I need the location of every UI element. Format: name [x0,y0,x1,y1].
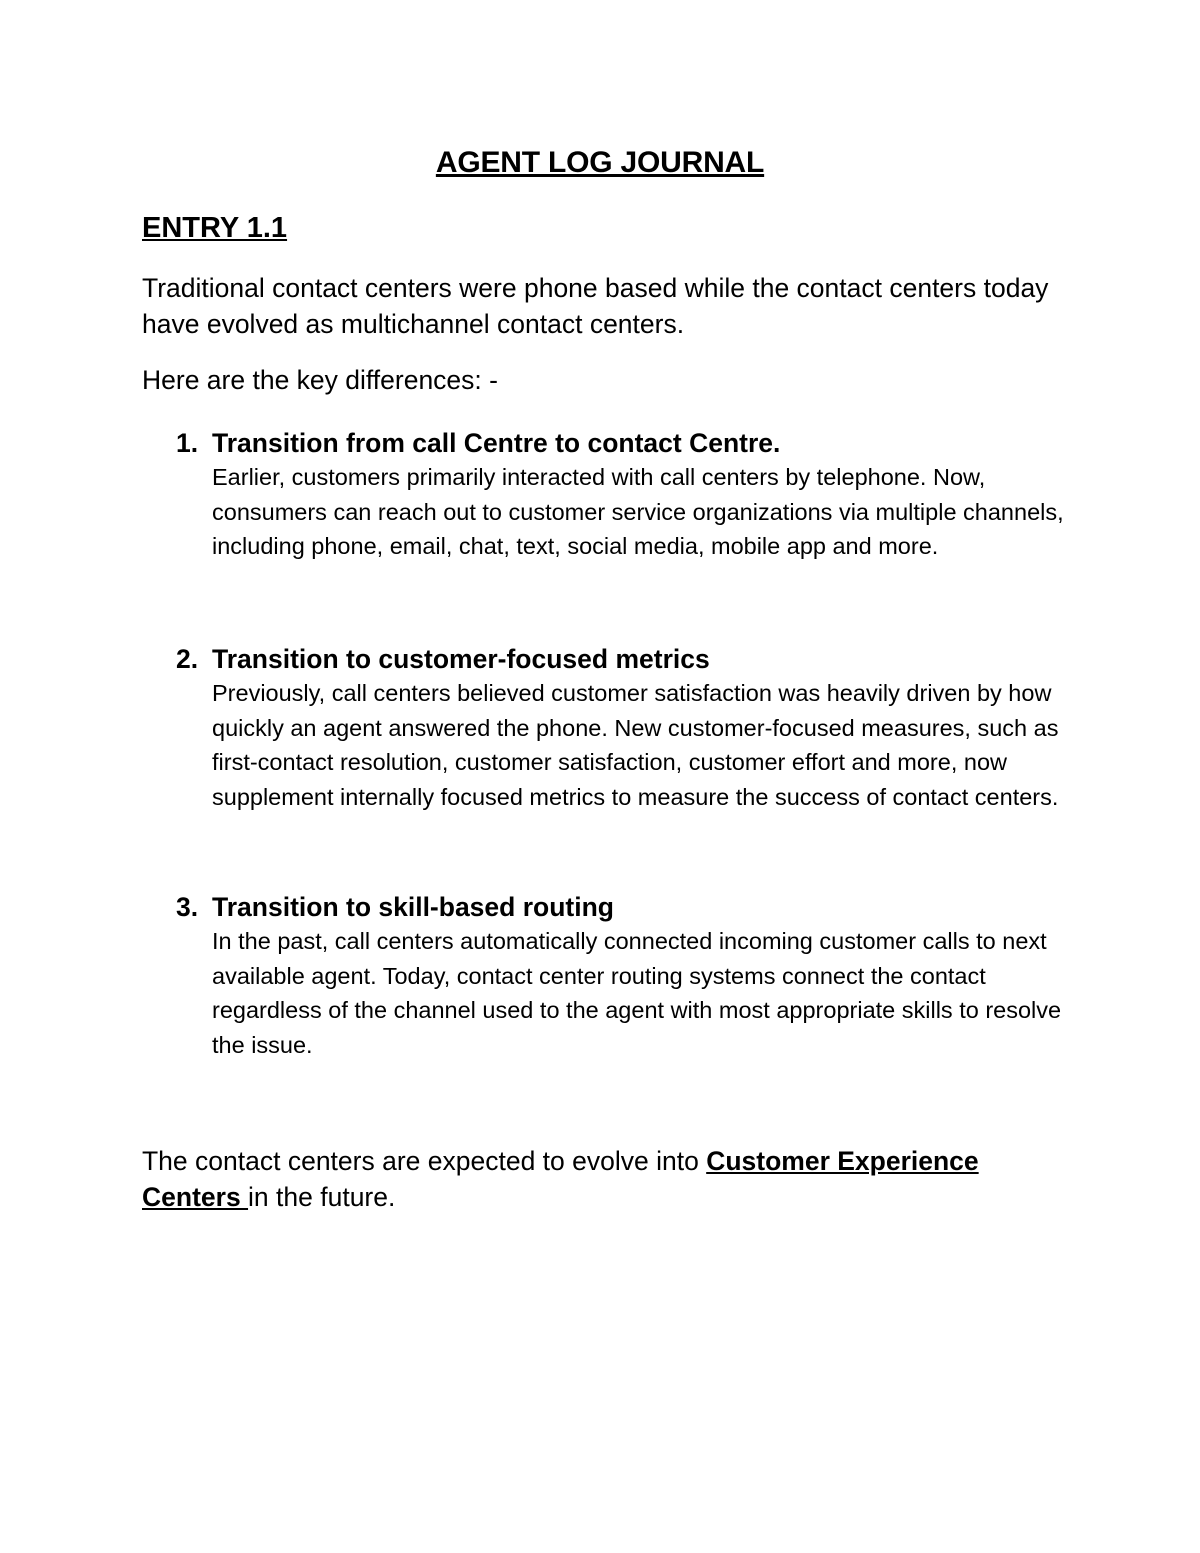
list-item-body: Earlier, customers primarily interacted with call centers by telephone. Now, consumers can reach out to customer service organizations via multiple channels, including phone, email, chat, text, social media, mobile app and more. [212,464,1064,559]
list-item-heading [176,426,1076,460]
list-item-body: Previously, call centers believed customer satisfaction was heavily driven by how quickly an agent answered the phone. New customer-focused measures, such as first-contact resolution, customer satisfaction, customer effort and more, now supplement internally focused metrics to measure the success of contact centers. [212,680,1059,810]
list-item [176,890,1076,1062]
list-item-heading [176,642,1076,676]
list-item-number: 3. [176,892,199,922]
closing-text-before: The contact centers are expected to evolve into [142,1146,707,1176]
list-item-body: In the past, call centers automatically connected incoming customer calls to next available agent. Today, contact center routing systems connect the contact regardless of the channel used to the agent with most appropriate skills to resolve the issue. [212,928,1062,1058]
list-item [176,426,1076,564]
list-item-number: 2. [176,644,199,674]
closing-text-after: in the future. [248,1182,396,1212]
closing-paragraph [142,1143,1062,1215]
list-item-title: Transition from call Centre to contact Centre. [212,428,781,458]
intro-paragraph: Traditional contact centers were phone based while the contact centers today have evolved as multichannel contact centers. [142,273,1049,339]
list-item-title: Transition to customer-focused metrics [212,644,710,674]
document-title: AGENT LOG JOURNAL [435,146,765,179]
list-item-heading [176,890,1076,924]
list-item-number: 1. [176,428,199,458]
closing-emphasis: Customer Experience Centers [142,1146,979,1212]
list-item [176,642,1076,814]
lead-sentence: Here are the key differences: - [142,365,498,395]
list-item-title: Transition to skill-based routing [212,892,614,922]
entry-label: ENTRY 1.1 [142,212,288,244]
